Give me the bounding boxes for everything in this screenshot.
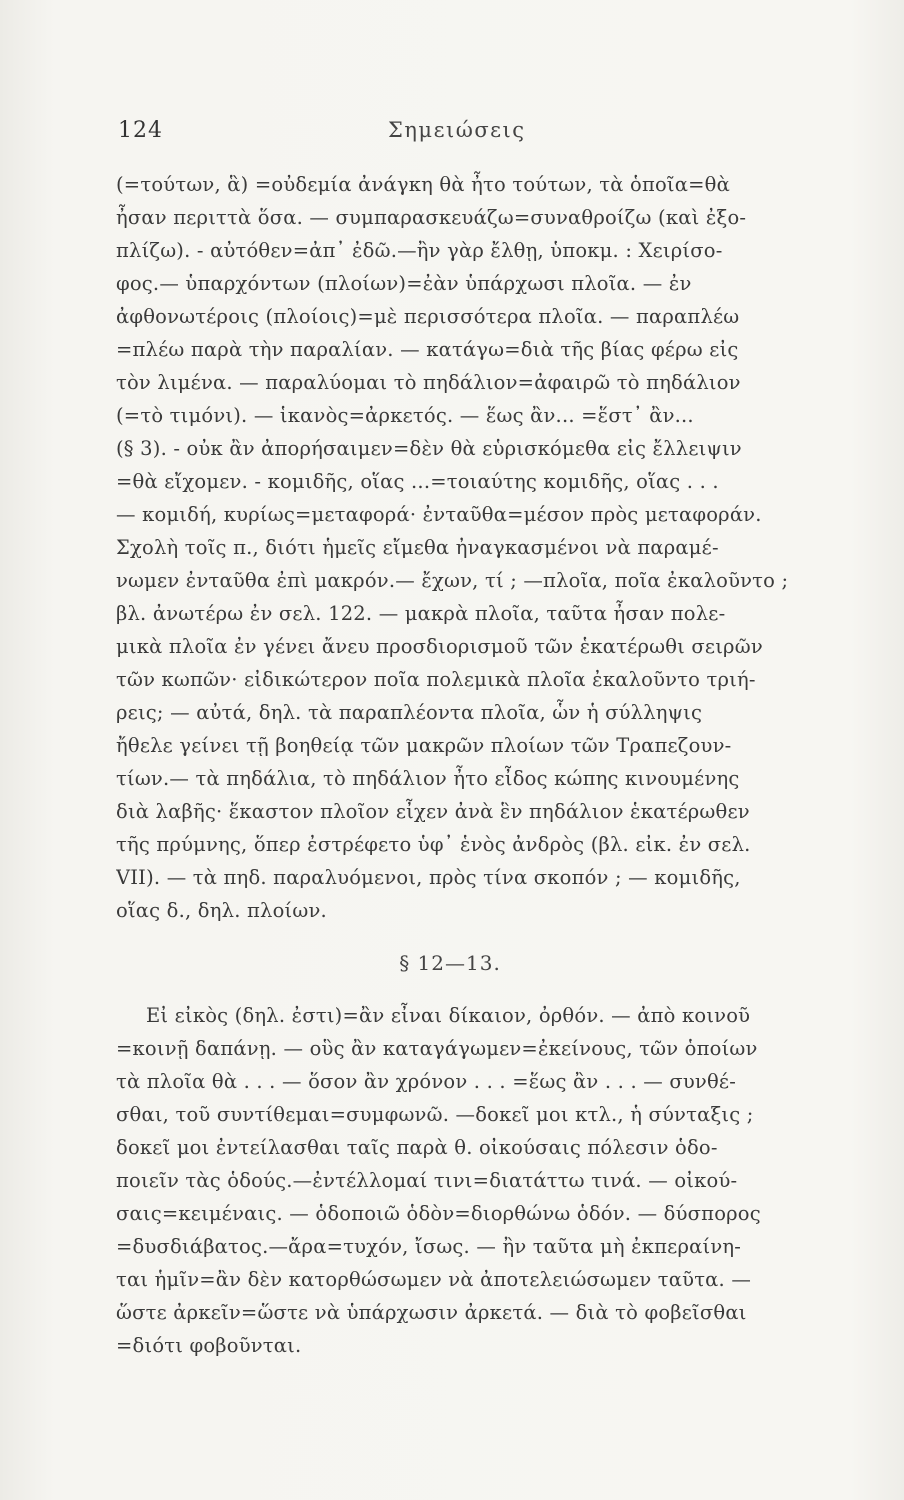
text-line: (§ 3). - οὐκ ἂν ἀπορήσαιμεν=δὲν θὰ εὑρισκόμεθα εἰς ἔλλειψιν: [116, 437, 742, 460]
text-line: τίων.— τὰ πηδάλια, τὸ πηδάλιον ἦτο εἶδος κώπης κινουμένης: [116, 767, 740, 790]
text-line: ται ἡμῖν=ἂν δὲν κατορθώσωμεν νὰ ἀποτελειώσωμεν ταῦτα. —: [116, 1268, 752, 1291]
text-line: διὰ λαβῆς· ἕκαστον πλοῖον εἶχεν ἀνὰ ἓν πηδάλιον ἑκατέρωθεν: [116, 800, 750, 823]
text-line: μικὰ πλοῖα ἐν γένει ἄνευ προσδιορισμοῦ τῶν ἑκατέρωθι σειρῶν: [116, 635, 763, 658]
text-line: ἦσαν περιττὰ ὅσα. — συμπαρασκευάζω=συναθροίζω (καὶ ἐξο-: [116, 206, 747, 229]
page-number: 124: [118, 118, 163, 143]
text-line: — κομιδή, κυρίως=μεταφορά· ἐνταῦθα=μέσον πρὸς μεταφοράν.: [116, 503, 762, 526]
text-line: τὰ πλοῖα θὰ . . . — ὅσον ἂν χρόνον . . . =ἕως ἂν . . . — συνθέ-: [116, 1070, 736, 1093]
text-line: (=τούτων, ἃ) =οὐδεμία ἀνάγκη θὰ ἦτο τούτων, τὰ ὁποῖα=θὰ: [116, 173, 730, 196]
text-line: =κοινῇ δαπάνῃ. — οὓς ἂν καταγάγωμεν=ἐκείνους, τῶν ὁποίων: [116, 1037, 758, 1060]
text-line: Σχολὴ τοῖς π., διότι ἡμεῖς εἴμεθα ἠναγκασμένοι νὰ παραμέ-: [116, 536, 719, 559]
text-line: σθαι, τοῦ συντίθεμαι=συμφωνῶ. —δοκεῖ μοι κτλ., ἡ σύνταξις ;: [116, 1103, 754, 1126]
text-line: (=τὸ τιμόνι). — ἱκανὸς=ἀρκετός. — ἕως ἂν... =ἕστ᾿ ἂν...: [116, 404, 694, 427]
text-line: =θὰ εἴχομεν. - κομιδῆς, οἵας ...=τοιαύτης κομιδῆς, οἵας . . .: [116, 470, 719, 493]
page-header: [118, 118, 818, 158]
text-line: τῶν κωπῶν· εἰδικώτερον ποῖα πολεμικὰ πλοῖα ἐκαλοῦντο τριή-: [116, 668, 756, 691]
text-line: ὥστε ἀρκεῖν=ὥστε νὰ ὑπάρχωσιν ἀρκετά. — διὰ τὸ φοβεῖσθαι: [116, 1301, 747, 1324]
text-line: =δυσδιάβατος.—ἄρα=τυχόν, ἴσως. — ἢν ταῦτα μὴ ἐκπεραίνη-: [116, 1235, 742, 1258]
text-line: =πλέω παρὰ τὴν παραλίαν. — κατάγω=διὰ τῆς βίας φέρω εἰς: [116, 338, 739, 361]
text-line: βλ. ἀνωτέρω ἐν σελ. 122. — μακρὰ πλοῖα, ταῦτα ἦσαν πολε-: [116, 602, 726, 625]
text-line: τὸν λιμένα. — παραλύομαι τὸ πηδάλιον=ἀφαιρῶ τὸ πηδάλιον: [116, 371, 741, 394]
notes-block-1: [116, 168, 844, 927]
text-line: σαις=κειμέναις. — ὁδοποιῶ ὁδὸν=διορθώνω ὁδόν. — δύσπορος: [116, 1202, 761, 1225]
text-line: νωμεν ἐνταῦθα ἐπὶ μακρόν.— ἔχων, τί ; —πλοῖα, ποῖα ἐκαλοῦντο ;: [116, 569, 789, 592]
text-line: δοκεῖ μοι ἐντείλασθαι ταῖς παρὰ θ. οἰκούσαις πόλεσιν ὁδο-: [116, 1136, 718, 1159]
text-line: =διότι φοβοῦνται.: [116, 1334, 302, 1357]
text-line: οἵας δ., δηλ. πλοίων.: [116, 899, 327, 922]
text-line: ποιεῖν τὰς ὁδούς.—ἐντέλλομαί τινι=διατάττω τινά. — οἰκού-: [116, 1169, 738, 1192]
text-line: πλίζω). - αὐτόθεν=ἀπ᾿ ἐδῶ.—ἢν γὰρ ἔλθῃ, ὑποκμ. : Χειρίσο-: [116, 239, 723, 262]
text-line: VII). — τὰ πηδ. παραλυόμενοι, πρὸς τίνα σκοπόν ; — κομιδῆς,: [116, 866, 741, 889]
text-line: τῆς πρύμνης, ὅπερ ἐστρέφετο ὑφ᾿ ἑνὸς ἀνδρὸς (βλ. εἰκ. ἐν σελ.: [116, 833, 751, 856]
text-line: Εἰ εἰκὸς (δηλ. ἐστι)=ἂν εἶναι δίκαιον, ὀρθόν. — ἀπὸ κοινοῦ: [146, 1004, 751, 1027]
text-line: ἤθελε γείνει τῇ βοηθείᾳ τῶν μακρῶν πλοίων τῶν Τραπεζουν-: [116, 734, 732, 757]
commentary-text: [116, 168, 844, 1362]
text-line: ρεις; — αὐτά, δηλ. τὰ παραπλέοντα πλοῖα, ὧν ἡ σύλληψις: [116, 701, 703, 724]
running-title: Σημειώσεις: [388, 118, 526, 142]
text-line: φος.— ὑπαρχόντων (πλοίων)=ἐὰν ὑπάρχωσι πλοῖα. — ἐν: [116, 272, 692, 295]
section-heading: § 12—13.: [399, 951, 501, 975]
notes-block-2: [116, 999, 844, 1362]
text-line: ἀφθονωτέροις (πλοίοις)=μὲ περισσότερα πλοῖα. — παραπλέω: [116, 305, 740, 328]
